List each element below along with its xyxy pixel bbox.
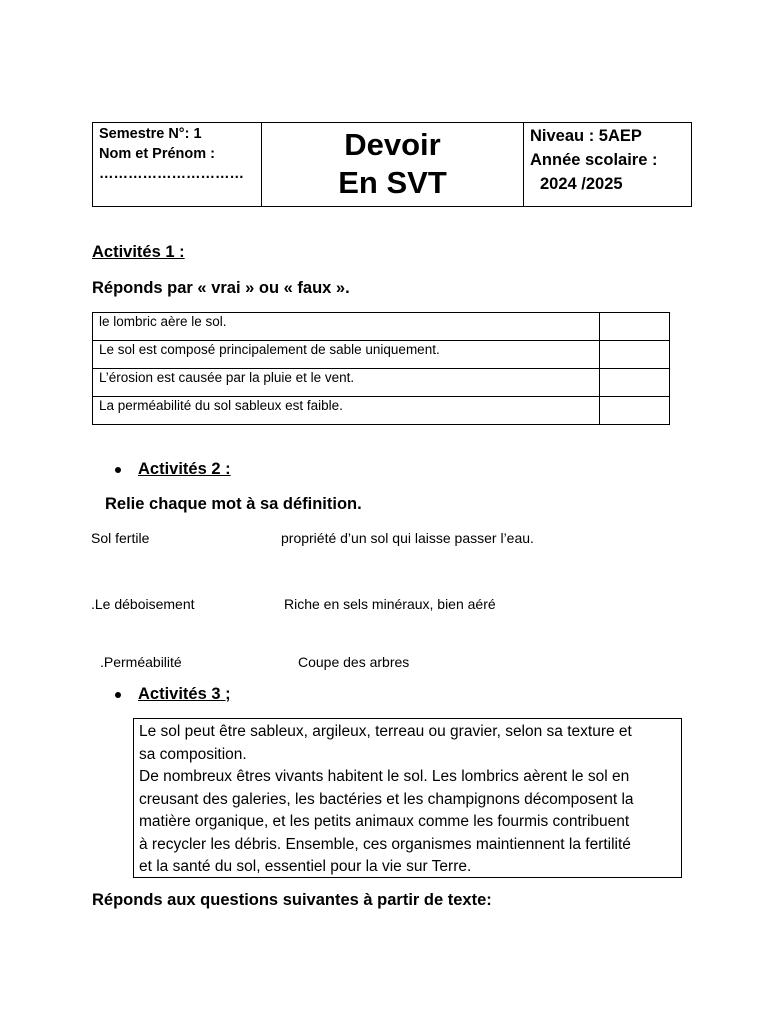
school-year-value: 2024 /2025 [540,175,623,193]
text-line: à recycler les débris. Ensemble, ces organismes maintiennent la fertilité [139,835,631,853]
header-box [92,122,692,207]
match-word-3: .Perméabilité [100,654,182,670]
bullet-icon [115,692,121,698]
statement-cell: le lombric aère le sol. [93,313,600,341]
match-definition-2: Riche en sels minéraux, bien aéré [284,596,496,612]
match-definition-1: propriété d’un sol qui laisse passer l’eau. [281,530,534,546]
activity2-instruction: Relie chaque mot à sa définition. [105,495,362,513]
title-line-1: Devoir [344,127,441,162]
activity3-title-wrap [138,685,231,704]
text-line: Le sol peut être sableux, argileux, terreau ou gravier, selon sa texture et [139,723,632,740]
header-title [262,123,524,206]
activity1-title: Activités 1 : [92,243,185,261]
table-row [93,341,670,369]
activity1-instruction: Réponds par « vrai » ou « faux ». [92,279,350,297]
match-word-2: .Le déboisement [91,596,195,612]
level-label: Niveau : 5AEP [530,127,642,145]
text-line: sa composition. [139,745,247,763]
header-class-info [524,123,691,206]
answer-cell[interactable] [600,341,670,369]
answer-cell[interactable] [600,369,670,397]
table-row [93,369,670,397]
activity3-title-suffix: ; [220,685,231,703]
title-line-2: En SVT [338,165,447,200]
match-definition-3: Coupe des arbres [298,654,410,670]
header-student-info [93,123,262,206]
activity2-title: Activités 2 : [138,460,231,478]
text-line: creusant des galeries, les bactéries et les champignons décomposent la [139,790,634,808]
answer-cell[interactable] [600,397,670,425]
semester-label: Semestre N°: 1 [99,126,202,142]
match-word-1: Sol fertile [91,530,150,546]
answer-cell[interactable] [600,313,670,341]
text-line: et la santé du sol, essentiel pour la vie sur Terre. [139,858,472,875]
name-label: Nom et Prénom : [99,146,216,162]
bullet-icon [115,467,121,473]
table-row [93,313,670,341]
reading-text-box [133,718,682,878]
school-year-label: Année scolaire : [530,151,658,169]
table-row [93,397,670,425]
statement-cell: La perméabilité du sol sableux est faible. [93,397,600,425]
name-dots: ………………………… [99,166,244,182]
text-line: De nombreux êtres vivants habitent le sol. Les lombrics aèrent le sol en [139,768,630,785]
activity3-title: Activités 3 [138,685,221,703]
statement-cell: L’érosion est causée par la pluie et le vent. [93,369,600,397]
questions-heading: Réponds aux questions suivantes à partir de texte: [92,891,492,909]
text-line: matière organique, et les petits animaux comme les fourmis contribuent [139,813,630,830]
true-false-table [92,312,670,425]
statement-cell: Le sol est composé principalement de sable uniquement. [93,341,600,369]
